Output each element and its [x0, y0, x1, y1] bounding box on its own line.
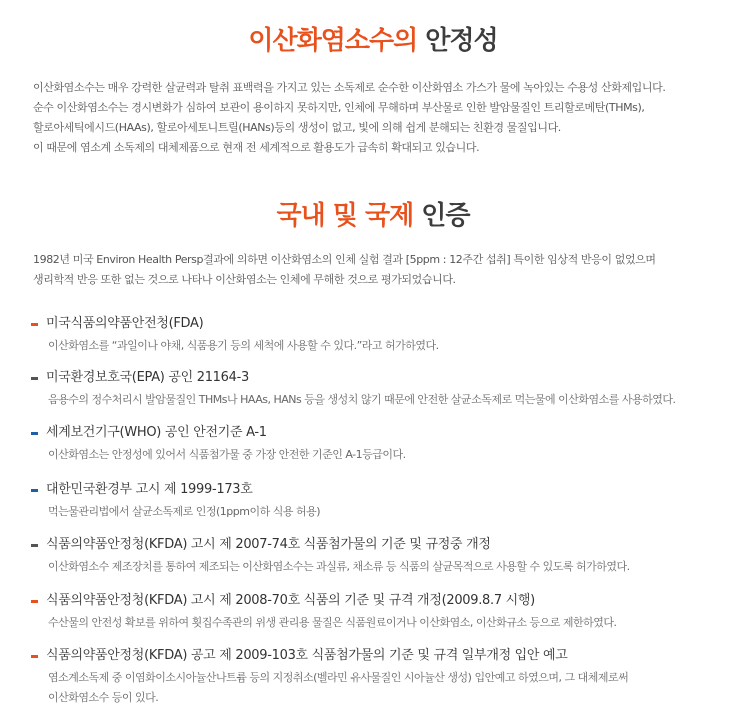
- cert-item-desc: 이산화염소수 등이 있다.: [48, 691, 159, 704]
- dash-bullet-icon: [31, 544, 38, 547]
- cert-item-title: 미국환경보호국(EPA) 공인 21164-3: [46, 370, 249, 385]
- stability-title-dark: 안정성: [425, 26, 498, 56]
- dash-bullet-icon: [31, 489, 38, 492]
- cert-item-title: 식품의약품안정청(KFDA) 공고 제 2009-103호 식품첨가물의 기준 및 규격 일부개정 입안 예고: [46, 648, 568, 663]
- stability-line: 이산화염소수는 매우 강력한 살균력과 탈취 표백력을 가지고 있는 소독제로 순수한 이산화염소 가스가 물에 녹아있는 수용성 산화제입니다.: [33, 81, 666, 94]
- stability-title-accent: 이산화염소수의: [248, 26, 418, 56]
- dash-bullet-icon: [31, 655, 38, 658]
- cert-item-title: 대한민국환경부 고시 제 1999-173호: [46, 482, 253, 497]
- cert-item-who: [31, 423, 741, 465]
- cert-item-fda: [31, 314, 741, 356]
- cert-item-kfda-2007: [31, 535, 741, 577]
- stability-title: [0, 24, 746, 58]
- cert-item-desc: 수산물의 안전성 확보를 위하여 횟집수족관의 위생 관리용 물질은 식품원료이거나 이산화염소, 이산화규소 등으로 제한하였다.: [48, 616, 617, 629]
- cert-item-kfda-2009: [31, 646, 741, 708]
- dash-bullet-icon: [31, 600, 38, 603]
- stability-line: 순수 이산화염소수는 경시변화가 심하여 보관이 용이하지 못하지만, 인체에 무해하며 부산물로 인한 발암물질인 트리할로메탄(THMs),: [33, 101, 645, 114]
- cert-item-desc: 이산화염소를 “과일이나 야채, 식품용기 등의 세척에 사용할 수 있다.”라고 허가하였다.: [48, 339, 439, 352]
- cert-item-epa: [31, 368, 741, 410]
- dash-bullet-icon: [31, 323, 38, 326]
- stability-line: 이 때문에 염소계 소독제의 대체제품으로 현재 전 세계적으로 활용도가 급속히 확대되고 있습니다.: [33, 141, 480, 154]
- cert-item-kfda-2008: [31, 591, 741, 633]
- certification-title-dark: 인증: [421, 201, 470, 231]
- certification-line: 생리학적 반응 또한 없는 것으로 나타나 이산화염소는 인체에 무해한 것으로 평가되었습니다.: [33, 273, 456, 286]
- certification-title: [0, 199, 746, 233]
- dash-bullet-icon: [31, 377, 38, 380]
- cert-item-title: 식품의약품안정청(KFDA) 고시 제 2007-74호 식품첨가물의 기준 및 규정중 개정: [46, 537, 491, 552]
- cert-item-desc: 음용수의 정수처리시 발암물질인 THMs나 HAAs, HANs 등을 생성치 않기 때문에 안전한 살균소독제로 먹는물에 이산화염소를 사용하였다.: [48, 393, 676, 406]
- certification-title-accent: 국내 및 국제: [276, 201, 414, 231]
- certification-paragraph: [33, 250, 738, 290]
- cert-item-title: 식품의약품안정청(KFDA) 고시 제 2008-70호 식품의 기준 및 규격 개정(2009.8.7 시행): [46, 593, 535, 608]
- cert-item-desc: 이산화염소수 제조장치를 통하여 제조되는 이산화염소수는 과실류, 채소류 등 식품의 살균목적으로 사용할 수 있도록 허가하였다.: [48, 560, 630, 573]
- dash-bullet-icon: [31, 432, 38, 435]
- stability-line: 할로아세틱에시드(HAAs), 할로아세토니트릴(HANs)등의 생성이 없고, 빛에 의해 쉽게 분해되는 친환경 물질입니다.: [33, 121, 561, 134]
- cert-item-desc: 염소계소독제 중 이염화이소시아뉼산나트륨 등의 지정취소(벨라민 유사물질인 시아뉼산 생성) 입안예고 하였으며, 그 대체제로써: [48, 671, 629, 684]
- certification-line: 1982년 미국 Environ Health Persp결과에 의하면 이산화염소의 인체 실험 결과 [5ppm : 12주간 섭취] 특이한 임상적 반응이 없었으며: [33, 253, 656, 266]
- cert-item-desc: 이산화염소는 안정성에 있어서 식품첨가물 중 가장 안전한 기준인 A-1등급이다.: [48, 448, 406, 461]
- cert-item-title: 미국식품의약품안전청(FDA): [46, 316, 204, 331]
- cert-item-desc: 먹는물관리법에서 살균소독제로 인정(1ppm이하 식용 허용): [48, 505, 321, 518]
- stability-paragraph: [33, 78, 738, 158]
- cert-item-title: 세계보건기구(WHO) 공인 안전기준 A-1: [46, 425, 267, 440]
- cert-item-moe: [31, 480, 741, 522]
